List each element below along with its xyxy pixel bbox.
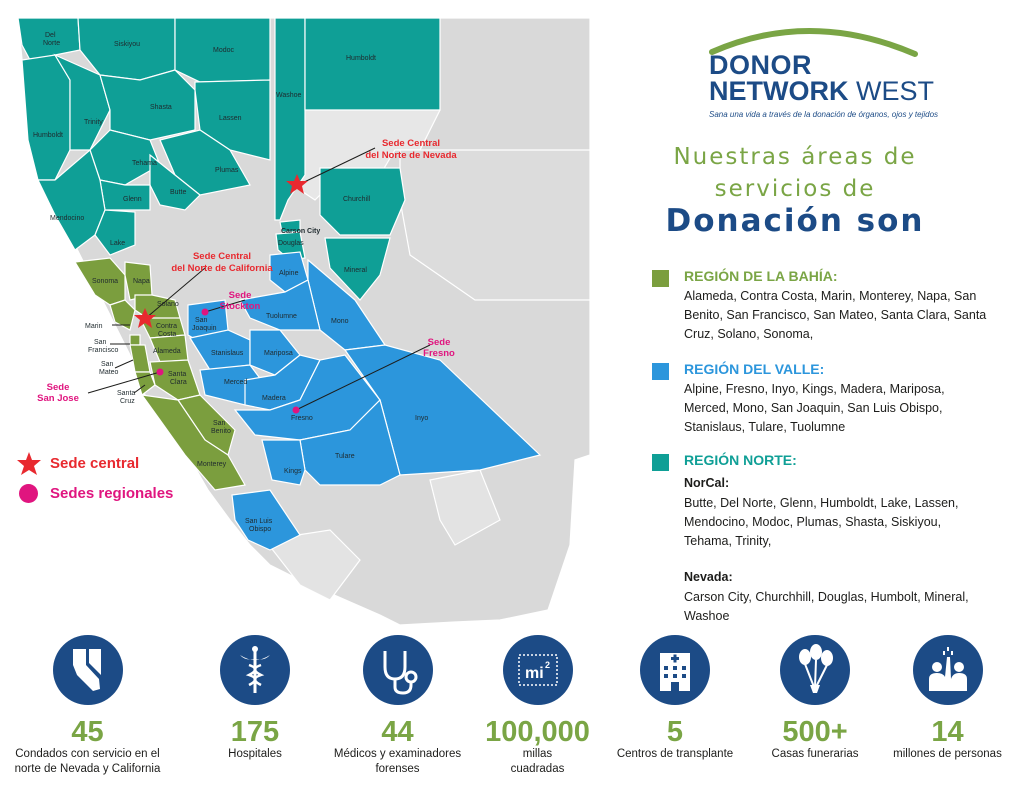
stat-value: 14 <box>931 716 964 748</box>
county-label: Benito <box>211 428 231 435</box>
heading-line3: Donación son <box>665 203 925 239</box>
county-label: Humboldt <box>33 132 63 139</box>
hq-nevada-label: del Norte de Nevada <box>365 150 457 161</box>
stockton-label: Sede <box>228 290 252 301</box>
fresno-dot-icon <box>293 407 300 414</box>
stat-label: Centros de transplante <box>616 748 734 760</box>
logo-line2: NETWORK WEST <box>709 76 934 106</box>
stat-label: millas cuadradas <box>510 748 565 775</box>
county-label: Mineral <box>344 267 367 274</box>
county-label: Obispo <box>249 526 272 533</box>
stat-people <box>880 635 1015 762</box>
county-label: Contra <box>156 323 178 330</box>
fresno-label: Sede <box>427 337 451 348</box>
hq-nevada-label: Sede Central <box>381 138 441 149</box>
county-san-francisco <box>130 335 140 345</box>
stat-transplant-centers <box>605 635 745 762</box>
county-label: San Luis <box>245 518 273 525</box>
flowers-icon <box>780 635 850 705</box>
square-miles-icon <box>503 635 573 705</box>
regional-dot-icon <box>19 484 38 503</box>
stockton-dot-icon <box>202 309 209 316</box>
stat-value: 5 <box>666 716 684 748</box>
county-label: Santa <box>168 371 187 378</box>
county-label: Glenn <box>123 196 142 203</box>
stat-value: 175 <box>230 716 280 748</box>
svg-text:SanFrancisco <box>88 339 118 354</box>
norcal-label: NorCal: <box>684 476 730 490</box>
north-swatch <box>652 454 669 471</box>
county-label: Trinity <box>84 119 103 126</box>
county-label: Douglas <box>278 240 304 247</box>
bay-region-counties: Alameda, Contra Costa, Marin, Monterey, Napa, San Benito, San Francisco, San Mateo, Santa Clara, Santa Cruz, Solano, Sonoma, <box>684 289 987 341</box>
california-nevada-icon <box>53 635 123 705</box>
valley-swatch <box>652 363 669 380</box>
heading-line2: servicios de <box>714 176 876 202</box>
stat-value: 100,000 <box>485 716 590 748</box>
donor-network-west-logo <box>700 14 939 124</box>
county-label: Santa <box>117 390 136 397</box>
county-glenn <box>100 180 150 210</box>
norcal-counties: Butte, Del Norte, Glenn, Humboldt, Lake, Lassen, Mendocino, Modoc, Plumas, Shasta, Siskiyou, Tehama, Trinity, <box>684 496 959 548</box>
north-region-title: REGIÓN NORTE: <box>684 452 797 468</box>
svg-text:SanMateo <box>99 361 119 376</box>
san-jose-dot-icon <box>157 369 164 376</box>
county-label: Fresno <box>291 415 313 422</box>
county-shasta <box>100 70 195 140</box>
county-label: Cruz <box>120 398 135 405</box>
valley-region-counties: Alpine, Fresno, Inyo, Kings, Madera, Mariposa, Merced, Mono, San Joaquin, San Luis Obispo, Stanislaus, Tulare, Tuolumne <box>684 382 945 434</box>
county-label: Mendocino <box>50 215 85 222</box>
county-label: Del <box>45 32 56 39</box>
fresno-label: Fresno <box>423 348 455 359</box>
county-label: Alameda <box>153 348 181 355</box>
bay-swatch <box>652 270 669 287</box>
people-celebrate-icon <box>913 635 983 705</box>
county-label: San <box>213 420 226 427</box>
county-label: Alpine <box>279 270 299 277</box>
stethoscope-icon <box>363 635 433 705</box>
svg-text:San LuisObispo <box>245 518 273 533</box>
stat-label: millones de personas <box>893 748 1002 760</box>
hospital-building-icon <box>640 635 710 705</box>
county-label: Clara <box>170 379 187 386</box>
county-humboldt-ca <box>22 55 70 180</box>
county-label: Churchill <box>343 196 371 203</box>
stat-value: 44 <box>381 716 414 748</box>
svg-text:2: 2 <box>544 660 550 670</box>
county-label: Lake <box>110 240 126 247</box>
county-label: Modoc <box>213 47 235 54</box>
county-label: Monterey <box>197 461 227 468</box>
stat-value: 45 <box>71 716 104 748</box>
logo-tagline: Sana una vida a través de la donación de órganos, ojos y tejidos <box>709 110 939 119</box>
county-label: Plumas <box>215 167 239 174</box>
county-label: Tehama <box>132 160 157 167</box>
county-label: San <box>195 317 208 324</box>
county-label: Humboldt <box>346 55 376 62</box>
county-label: San <box>101 361 114 368</box>
county-label: San <box>94 339 107 346</box>
county-label: Tulare <box>335 453 355 460</box>
county-label: Tuolumne <box>266 313 297 320</box>
county-label: Madera <box>262 395 286 402</box>
stat-label: Médicos y examinadores forenses <box>333 748 462 775</box>
svg-text:ContraCosta <box>156 323 177 338</box>
county-label: Carson City <box>281 228 321 235</box>
county-label: Butte <box>170 189 187 196</box>
stat-hospitals <box>200 635 310 762</box>
svg-text:SantaClara <box>168 371 187 386</box>
hq-california-label: del Norte de California <box>171 263 273 274</box>
svg-text:SantaCruz <box>117 390 135 405</box>
county-label: Norte <box>43 40 61 47</box>
county-label: Lassen <box>219 115 242 122</box>
county-label: Inyo <box>415 415 429 422</box>
stat-square-miles <box>470 635 605 777</box>
valley-region-title: REGIÓN DEL VALLE: <box>684 361 825 377</box>
county-label: Joaquin <box>192 325 217 332</box>
logo-line1: DONOR <box>709 50 812 80</box>
svg-text:mi: mi <box>524 665 544 682</box>
stat-funeral-homes <box>760 635 870 762</box>
stat-value: 500+ <box>782 716 848 748</box>
county-label: Stanislaus <box>211 350 244 357</box>
hq-california-label: Sede Central <box>192 251 252 262</box>
county-label: Merced <box>224 379 248 386</box>
heading-line1: Nuestras áreas de <box>673 144 917 170</box>
svg-text:SedeFresno <box>423 337 455 359</box>
san-jose-label: Sede <box>46 382 70 393</box>
headquarters-star-icon <box>16 451 42 477</box>
stat-label: Condados con servicio en el norte de Nevada y California <box>14 748 161 775</box>
nevada-counties: Carson City, Churchhill, Douglas, Humbolt, Mineral, Washoe <box>684 590 969 623</box>
county-label: Francisco <box>88 347 119 354</box>
county-label: Costa <box>158 331 177 338</box>
legend-headquarters: Sede central <box>50 455 140 472</box>
stat-label: Casas funerarias <box>771 748 859 760</box>
county-label: Marin <box>85 323 103 330</box>
svg-text:SedeSan Jose <box>37 382 79 404</box>
county-humboldt-nv <box>305 18 440 110</box>
county-label: Mono <box>331 318 349 325</box>
stockton-label: Stockton <box>219 301 261 312</box>
caduceus-icon <box>220 635 290 705</box>
stat-label: Hospitales <box>228 748 282 760</box>
stat-coroners <box>325 635 470 777</box>
nevada-label: Nevada: <box>684 570 733 584</box>
county-label: Shasta <box>150 104 172 111</box>
san-jose-label: San Jose <box>37 393 79 404</box>
county-label: Solano <box>157 301 179 308</box>
county-label: Sonoma <box>92 278 119 285</box>
county-label: Mateo <box>99 369 119 376</box>
county-label: Siskiyou <box>114 41 141 48</box>
legend-regional: Sedes regionales <box>50 485 174 502</box>
stat-counties <box>5 635 170 777</box>
bay-region-title: REGIÓN DE LA BAHÍA: <box>684 268 838 284</box>
county-label: Kings <box>284 468 302 475</box>
county-label: Mariposa <box>264 350 293 357</box>
county-label: Napa <box>133 278 150 285</box>
county-label: Washoe <box>276 92 302 99</box>
